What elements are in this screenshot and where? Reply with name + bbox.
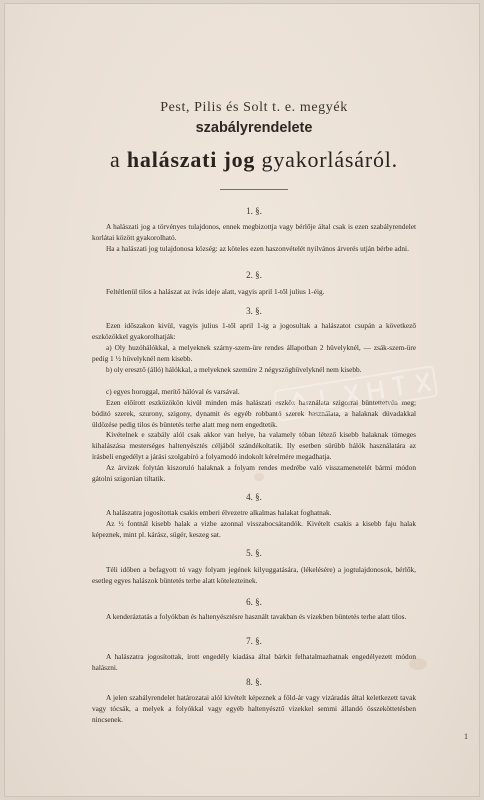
title-regulation: szabályrendelete <box>195 120 313 136</box>
section-paragraph: Téli időben a befagyott tó vagy folyam jegének kilyuggatására, (lékelésére) a jogtulajdonosok, bérlők, esetleg egyes halászok büntetés terhe alatt kötelezteinek. <box>92 565 416 585</box>
section-paragraph: c) egyes horoggal, merítő hálóval és varsával. <box>106 387 240 396</box>
section-heading: 2. §. <box>246 270 262 280</box>
title-subject-suffix: gyakorlásáról. <box>255 147 398 172</box>
section-paragraph: A kenderáztatás a folyókban és haltenyésztésre használt tavakban és vizekben büntetés terhe alatt tilos. <box>106 612 407 621</box>
section-paragraph: Az árvizek folytán kiszoruló halaknak a folyam rendes medrébe való visszamenetelét bármi módon gátolni szigorúan tiltatik. <box>92 463 416 483</box>
title-subject-bold: halászati jog <box>126 147 256 172</box>
section-paragraph: Ezen előírott eszközökön kivül minden más halászati eszköz használata szigorral büntettetvén meg; bóditó szerek, szurony, szigony, dynamit és egyéb robbantó szerek használata, a halaknak dúvadakkal üldözése pedig tilos és büntetés terhe alatt meg nem engedtetik. <box>92 398 416 429</box>
document-page <box>4 3 480 797</box>
section-paragraph: Ezen időszakon kivül, vagyis julius 1-től april 1-ig a jogosultak a halászatot csupán a következő eszközökkel gyakorolhatják: <box>92 321 416 341</box>
section-paragraph: A halászati jog a törvényes tulajdonos, ennek megbizottja vagy bérlője által csak is ezen szabályrendelet korlátai között gyakorolható. <box>92 222 416 242</box>
section-heading: 8. §. <box>246 677 262 687</box>
title-subject-prefix: a <box>110 147 127 172</box>
section-heading: 1. §. <box>246 206 262 216</box>
section-heading: 5. §. <box>246 548 262 558</box>
section-paragraph: b) oly eresztő (álló) hálókkal, a melyeknek szemüre 2 négyszöghüvelyknél nem kisebb. <box>106 365 362 374</box>
title-divider <box>220 189 288 190</box>
section-paragraph: a) Oly huzóhálókkal, a melyeknek szárny-szem-üre rendes állapotban 2 hüvelyknél, — zsák-szem-üre pedig 1 ½ hüvelyknél nem kisebb. <box>92 343 416 363</box>
section-heading: 4. §. <box>246 492 262 502</box>
section-paragraph: Az ½ fontnál kisebb halak a vizbe azonnal visszabocsátandók. Kivételt csakis a kisebb faju halak képeznek, mint pl. kárász, sügér, keszeg sat. <box>92 519 416 539</box>
section-paragraph: Ha a halászati jog tulajdonosa község: az köteles ezen haszonvételét nyilvános árverés utján bérbe adni. <box>106 244 409 253</box>
title-counties: Pest, Pilis és Solt t. e. megyék <box>160 100 348 115</box>
section-paragraph: Feltétlenül tilos a halászat az ivás ideje alatt, vagyis april 1-től julius 1-éig. <box>106 287 325 296</box>
section-paragraph: A halászatra jogosítottak, írott engedély kiadása által bárkit felhatalmazhatnak engedélyezett módon halászni. <box>92 652 416 672</box>
section-paragraph: A jelen szabályrendelet határozatai alól kivételt képeznek a föld-ár vagy vizáradás által keletkezett tavak vagy tócsák, a melyek a folyókkal vagy egyéb haltenyésztő vizekkel semmi állandó összeköttetésben nincsenek. <box>92 693 416 724</box>
section-paragraph: Kivételnek e szabály alól csak akkor van helye, ha valamely tóban létező kisebb halaknak tömeges kihalászása mesterséges haltenyésztés céljából szándékoltatik. Ily esetben sürübb hálók használatára az írásbeli engedélyt a járási szolgabíró a folyamodó indokolt kérelmére megadhatja. <box>92 430 416 461</box>
section-paragraph: A halászatra jogosítottak csakis emberi élvezetre alkalmas halakat foghatnak. <box>106 508 332 517</box>
section-heading: 3. §. <box>246 306 262 316</box>
section-heading: 7. §. <box>246 636 262 646</box>
title-subject <box>92 147 416 173</box>
section-heading: 6. §. <box>246 597 262 607</box>
page-number: 1 <box>464 732 468 741</box>
